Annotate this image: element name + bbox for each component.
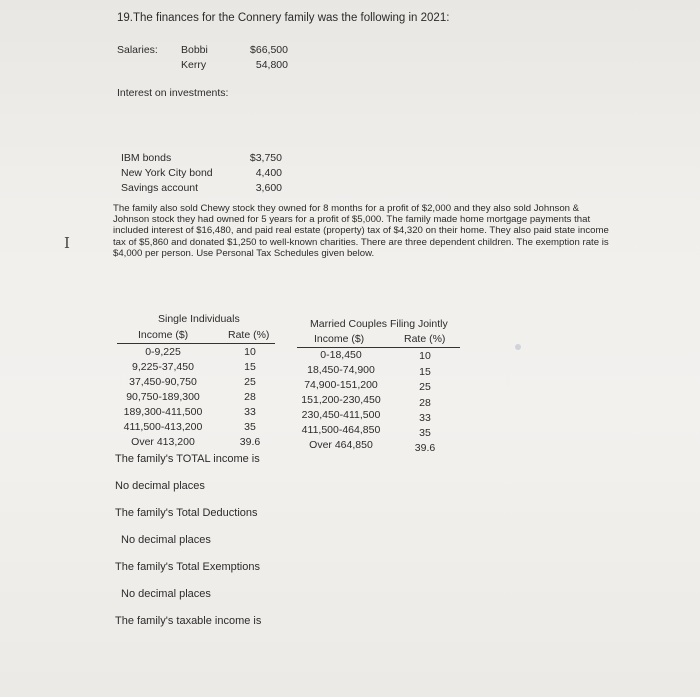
investment-name-savings: Savings account xyxy=(121,182,199,194)
married-income-cell: 18,450-74,900 xyxy=(307,364,375,376)
single-rate-cell: 25 xyxy=(244,376,256,388)
question-taxable-income: The family's taxable income is xyxy=(115,615,262,627)
single-income-cell: 9,225-37,450 xyxy=(132,361,194,373)
question-total-deductions-note: No decimal places xyxy=(121,534,211,546)
single-rate-cell: 15 xyxy=(244,361,256,373)
salaries-label: Salaries: xyxy=(117,44,158,56)
married-rate-cell: 28 xyxy=(419,397,431,409)
single-header-rule xyxy=(117,343,275,344)
investment-amount-ibm: $3,750 xyxy=(249,152,282,164)
single-income-cell: Over 413,200 xyxy=(131,436,195,448)
married-rate-cell: 15 xyxy=(419,366,431,378)
married-income-cell: 230,450-411,500 xyxy=(301,409,381,421)
single-income-cell: 411,500-413,200 xyxy=(123,421,203,433)
question-total-income-note: No decimal places xyxy=(115,480,205,492)
question-title: 19.The finances for the Connery family was the following in 2021: xyxy=(117,12,450,24)
investment-amount-savings: 3,600 xyxy=(255,182,282,194)
married-rate-header: Rate (%) xyxy=(404,333,446,345)
married-rate-cell: 33 xyxy=(419,412,431,424)
married-income-cell: 151,200-230,450 xyxy=(301,394,381,406)
salary-amount-bobbi: $66,500 xyxy=(250,44,288,56)
question-total-income: The family's TOTAL income is xyxy=(115,453,260,465)
married-rate-cell: 39.6 xyxy=(414,442,436,454)
single-schedule-title: Single Individuals xyxy=(158,313,240,325)
investment-name-nyc-bond: New York City bond xyxy=(121,167,213,179)
salary-name-bobbi: Bobbi xyxy=(181,44,208,56)
problem-paragraph: The family also sold Chewy stock they owned for 8 months for a profit of $2,000 and they also sold Johnson & Johnson stock they had owned for 5 years for a profit of $5,000. The family made home mortgage payments that included interest of $16,480, and paid real estate (property) tax of $4,320 on their home. They also paid state income tax of $5,860 and donated $1,250 to well-known charities. There are three dependent children. The exemption rate is $4,000 per person. Use Personal Tax Schedules given below. xyxy=(113,203,609,259)
married-income-cell: Over 464,850 xyxy=(309,439,373,451)
salary-amount-kerry: 54,800 xyxy=(255,59,288,71)
stray-mark xyxy=(515,344,521,350)
single-income-cell: 90,750-189,300 xyxy=(126,391,200,403)
married-header-rule xyxy=(297,347,460,348)
single-rate-cell: 28 xyxy=(244,391,256,403)
single-rate-cell: 10 xyxy=(244,346,256,358)
single-rate-cell: 39.6 xyxy=(239,436,261,448)
married-income-cell: 0-18,450 xyxy=(320,349,362,361)
investment-name-ibm: IBM bonds xyxy=(121,152,172,164)
question-total-deductions: The family's Total Deductions xyxy=(115,507,258,519)
single-rate-cell: 33 xyxy=(244,406,256,418)
question-total-exemptions: The family's Total Exemptions xyxy=(115,561,260,573)
single-rate-header: Rate (%) xyxy=(228,329,270,341)
married-income-cell: 74,900-151,200 xyxy=(304,379,378,391)
single-income-header: Income ($) xyxy=(138,329,189,341)
married-rate-cell: 35 xyxy=(419,427,431,439)
married-rate-cell: 10 xyxy=(419,350,431,362)
married-schedule-title: Married Couples Filing Jointly xyxy=(310,318,448,330)
single-income-cell: 0-9,225 xyxy=(145,346,181,358)
single-income-cell: 189,300-411,500 xyxy=(123,406,203,418)
married-income-header: Income ($) xyxy=(314,333,365,345)
single-rate-cell: 35 xyxy=(244,421,256,433)
question-total-exemptions-note: No decimal places xyxy=(121,588,211,600)
text-cursor-icon: I xyxy=(64,234,70,252)
single-income-cell: 37,450-90,750 xyxy=(129,376,197,388)
salary-name-kerry: Kerry xyxy=(181,59,207,71)
investment-amount-nyc-bond: 4,400 xyxy=(255,167,282,179)
married-income-cell: 411,500-464,850 xyxy=(301,424,381,436)
married-rate-cell: 25 xyxy=(419,381,431,393)
interest-label: Interest on investments: xyxy=(117,87,229,99)
